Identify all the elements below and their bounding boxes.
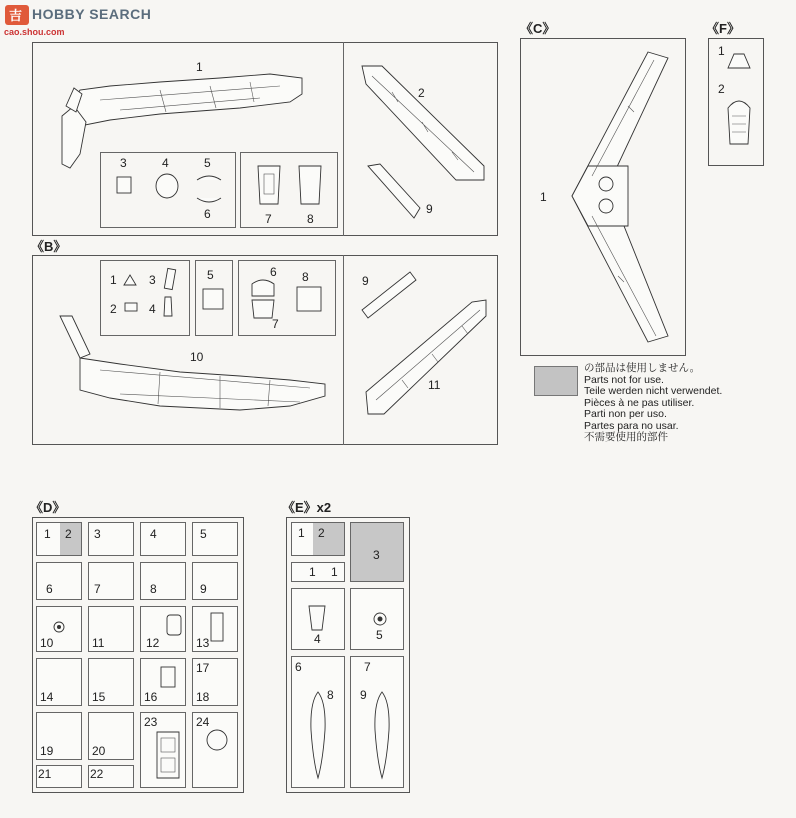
sprue-b-wing-half xyxy=(362,296,492,416)
legend-line-en: Parts not for use. xyxy=(584,373,664,386)
sprue-e-part-2: 2 xyxy=(318,526,325,540)
sprue-b-part-10: 10 xyxy=(190,350,204,364)
sprue-d-cell-4 xyxy=(140,522,186,556)
sprue-d-part-16: 16 xyxy=(144,690,158,704)
sprue-f-part-1-shape xyxy=(726,52,752,70)
sprue-b-part-9: 9 xyxy=(362,274,369,288)
sprue-e-drop-tank-half-a xyxy=(308,690,328,780)
legend-text xyxy=(584,363,722,444)
sprue-e-part-1b: 1 xyxy=(331,565,338,579)
sprue-d-part-6: 6 xyxy=(46,582,53,596)
sprue-b-part-8: 8 xyxy=(302,270,309,284)
sprue-f-label: 《F》 xyxy=(706,21,740,36)
sprue-d-part-12: 12 xyxy=(146,636,160,650)
sprue-e-part-4-shape xyxy=(306,604,328,632)
sprue-e-part-1: 1 xyxy=(298,526,305,540)
sprue-c-label: 《C》 xyxy=(520,21,556,36)
legend-line-it: Parti non per uso. xyxy=(584,408,667,420)
sprue-d-part-24: 24 xyxy=(196,715,210,729)
legend-line-jp: の部品は使用しません。 xyxy=(584,362,701,374)
sprue-d-cell-5 xyxy=(192,522,238,556)
sprue-c-lower-wing xyxy=(528,46,678,346)
sprue-a-part-8-shape xyxy=(297,164,323,206)
not-for-use-swatch xyxy=(534,366,578,396)
sprue-d-part-17: 17 xyxy=(196,661,210,675)
sprue-a-part-9: 9 xyxy=(426,202,433,216)
legend-line-es: Partes para no usar. xyxy=(584,419,679,432)
sprue-e-part-8: 8 xyxy=(327,688,334,702)
sprue-f-part-2-shape xyxy=(724,94,754,148)
sprue-a-part-1: 1 xyxy=(196,60,203,74)
sprue-b-part-3-shape xyxy=(164,268,176,290)
sprue-d-part-11: 11 xyxy=(92,636,105,650)
sprue-f-part-1: 1 xyxy=(718,44,725,58)
sprue-d-part-4: 4 xyxy=(150,527,157,541)
sprue-a-part-3: 3 xyxy=(120,156,127,170)
sprue-d-cell-8 xyxy=(140,562,186,600)
sprue-b-part-4: 4 xyxy=(149,302,156,316)
sprue-e-part-5: 5 xyxy=(376,628,383,642)
sprue-e-part-1a: 1 xyxy=(309,565,316,579)
sprue-e-part-6: 6 xyxy=(295,660,302,674)
sprue-a-part-5-shape xyxy=(196,172,222,182)
sprue-d-part-20: 20 xyxy=(92,744,106,758)
sprue-b-part-2: 2 xyxy=(110,302,117,316)
sprue-a-divider xyxy=(343,42,344,236)
sprue-d-part-13: 13 xyxy=(196,636,210,650)
sprue-d-label: 《D》 xyxy=(30,500,66,515)
sprue-d-part-18: 18 xyxy=(196,690,210,704)
sprue-b-part-8-shape xyxy=(296,286,322,312)
sprue-a-part-6-shape xyxy=(196,196,222,206)
sprue-a-fuselage-half xyxy=(40,60,340,170)
sprue-a-part-3-shape xyxy=(116,176,132,194)
sprue-e-part-4: 4 xyxy=(314,632,321,646)
sprue-b-part-7: 7 xyxy=(272,317,279,331)
sprue-d-part-16-shape xyxy=(160,666,176,688)
watermark-logo xyxy=(4,4,30,26)
sprue-b-part-11: 11 xyxy=(428,378,441,392)
sprue-e-part-3: 3 xyxy=(373,548,380,562)
sprue-b-part-5-shape xyxy=(202,288,224,310)
sprue-e-drop-tank-half-b xyxy=(372,690,392,780)
legend-line-zh: 不需要使用的部件 xyxy=(584,431,668,443)
sprue-d-part-23-shape xyxy=(154,730,182,780)
sprue-e-label: 《E》x2 xyxy=(282,500,332,515)
watermark-brand: HOBBY SEARCH xyxy=(32,6,152,22)
svg-text:吉: 吉 xyxy=(9,8,23,23)
sprue-d-part-14: 14 xyxy=(40,690,54,704)
sprue-e-part-5-shape xyxy=(373,612,387,626)
watermark-site: cao.shou.com xyxy=(4,27,65,37)
sprue-b-divider xyxy=(343,255,344,445)
sprue-d-part-13-shape xyxy=(210,612,224,642)
sprue-a-part-2: 2 xyxy=(418,86,425,100)
sprue-d-part-19: 19 xyxy=(40,744,54,758)
sprue-d-part-23: 23 xyxy=(144,715,158,729)
sprue-d-part-24-shape xyxy=(205,728,229,752)
sprue-d-part-1: 1 xyxy=(44,527,51,541)
sprue-a-part-4-shape xyxy=(154,172,180,200)
sprue-a-part-7-shape xyxy=(254,164,284,206)
sprue-d-part-7: 7 xyxy=(94,582,101,596)
sprue-a-part-5: 5 xyxy=(204,156,211,170)
sprue-d-part-3: 3 xyxy=(94,527,101,541)
sprue-d-part-5: 5 xyxy=(200,527,207,541)
sprue-a-part-4: 4 xyxy=(162,156,169,170)
sprue-d-cell-9 xyxy=(192,562,238,600)
sprue-b-part-5: 5 xyxy=(207,268,214,282)
sprue-a-part-6: 6 xyxy=(204,207,211,221)
sprue-d-part-21: 21 xyxy=(38,767,52,781)
sprue-d-part-9: 9 xyxy=(200,582,207,596)
sprue-b-part-1: 1 xyxy=(110,273,117,287)
sprue-b-part-1-shape xyxy=(122,273,138,287)
sprue-d-part-10: 10 xyxy=(40,636,54,650)
sprue-b-part-3: 3 xyxy=(149,273,156,287)
sprue-d-cell-6 xyxy=(36,562,82,600)
legend-line-de: Teile werden nicht verwendet. xyxy=(584,385,723,397)
sprue-b-part-6: 6 xyxy=(270,265,277,279)
sprue-d-part-2: 2 xyxy=(65,527,72,541)
sprue-a-part-8: 8 xyxy=(307,212,314,226)
sprue-d-part-8: 8 xyxy=(150,582,157,596)
sprue-d-part-15: 15 xyxy=(92,690,106,704)
sprue-f-part-2: 2 xyxy=(718,82,725,96)
sprue-b-label: 《B》 xyxy=(31,239,67,254)
sprue-a-flap xyxy=(364,162,424,222)
sprue-d-part-10-shape xyxy=(52,620,66,634)
sprue-e-part-9: 9 xyxy=(360,688,367,702)
sprue-b-fuselage-half xyxy=(40,310,340,420)
sprue-d-part-22: 22 xyxy=(90,767,104,781)
legend-line-fr: Pièces à ne pas utiliser. xyxy=(584,396,695,409)
logo-icon xyxy=(4,4,30,26)
sprue-d-part-12-shape xyxy=(166,614,182,636)
sprue-e-part-7: 7 xyxy=(364,660,371,674)
sprue-c-part-1: 1 xyxy=(540,190,547,204)
sprue-a-part-7: 7 xyxy=(265,212,272,226)
